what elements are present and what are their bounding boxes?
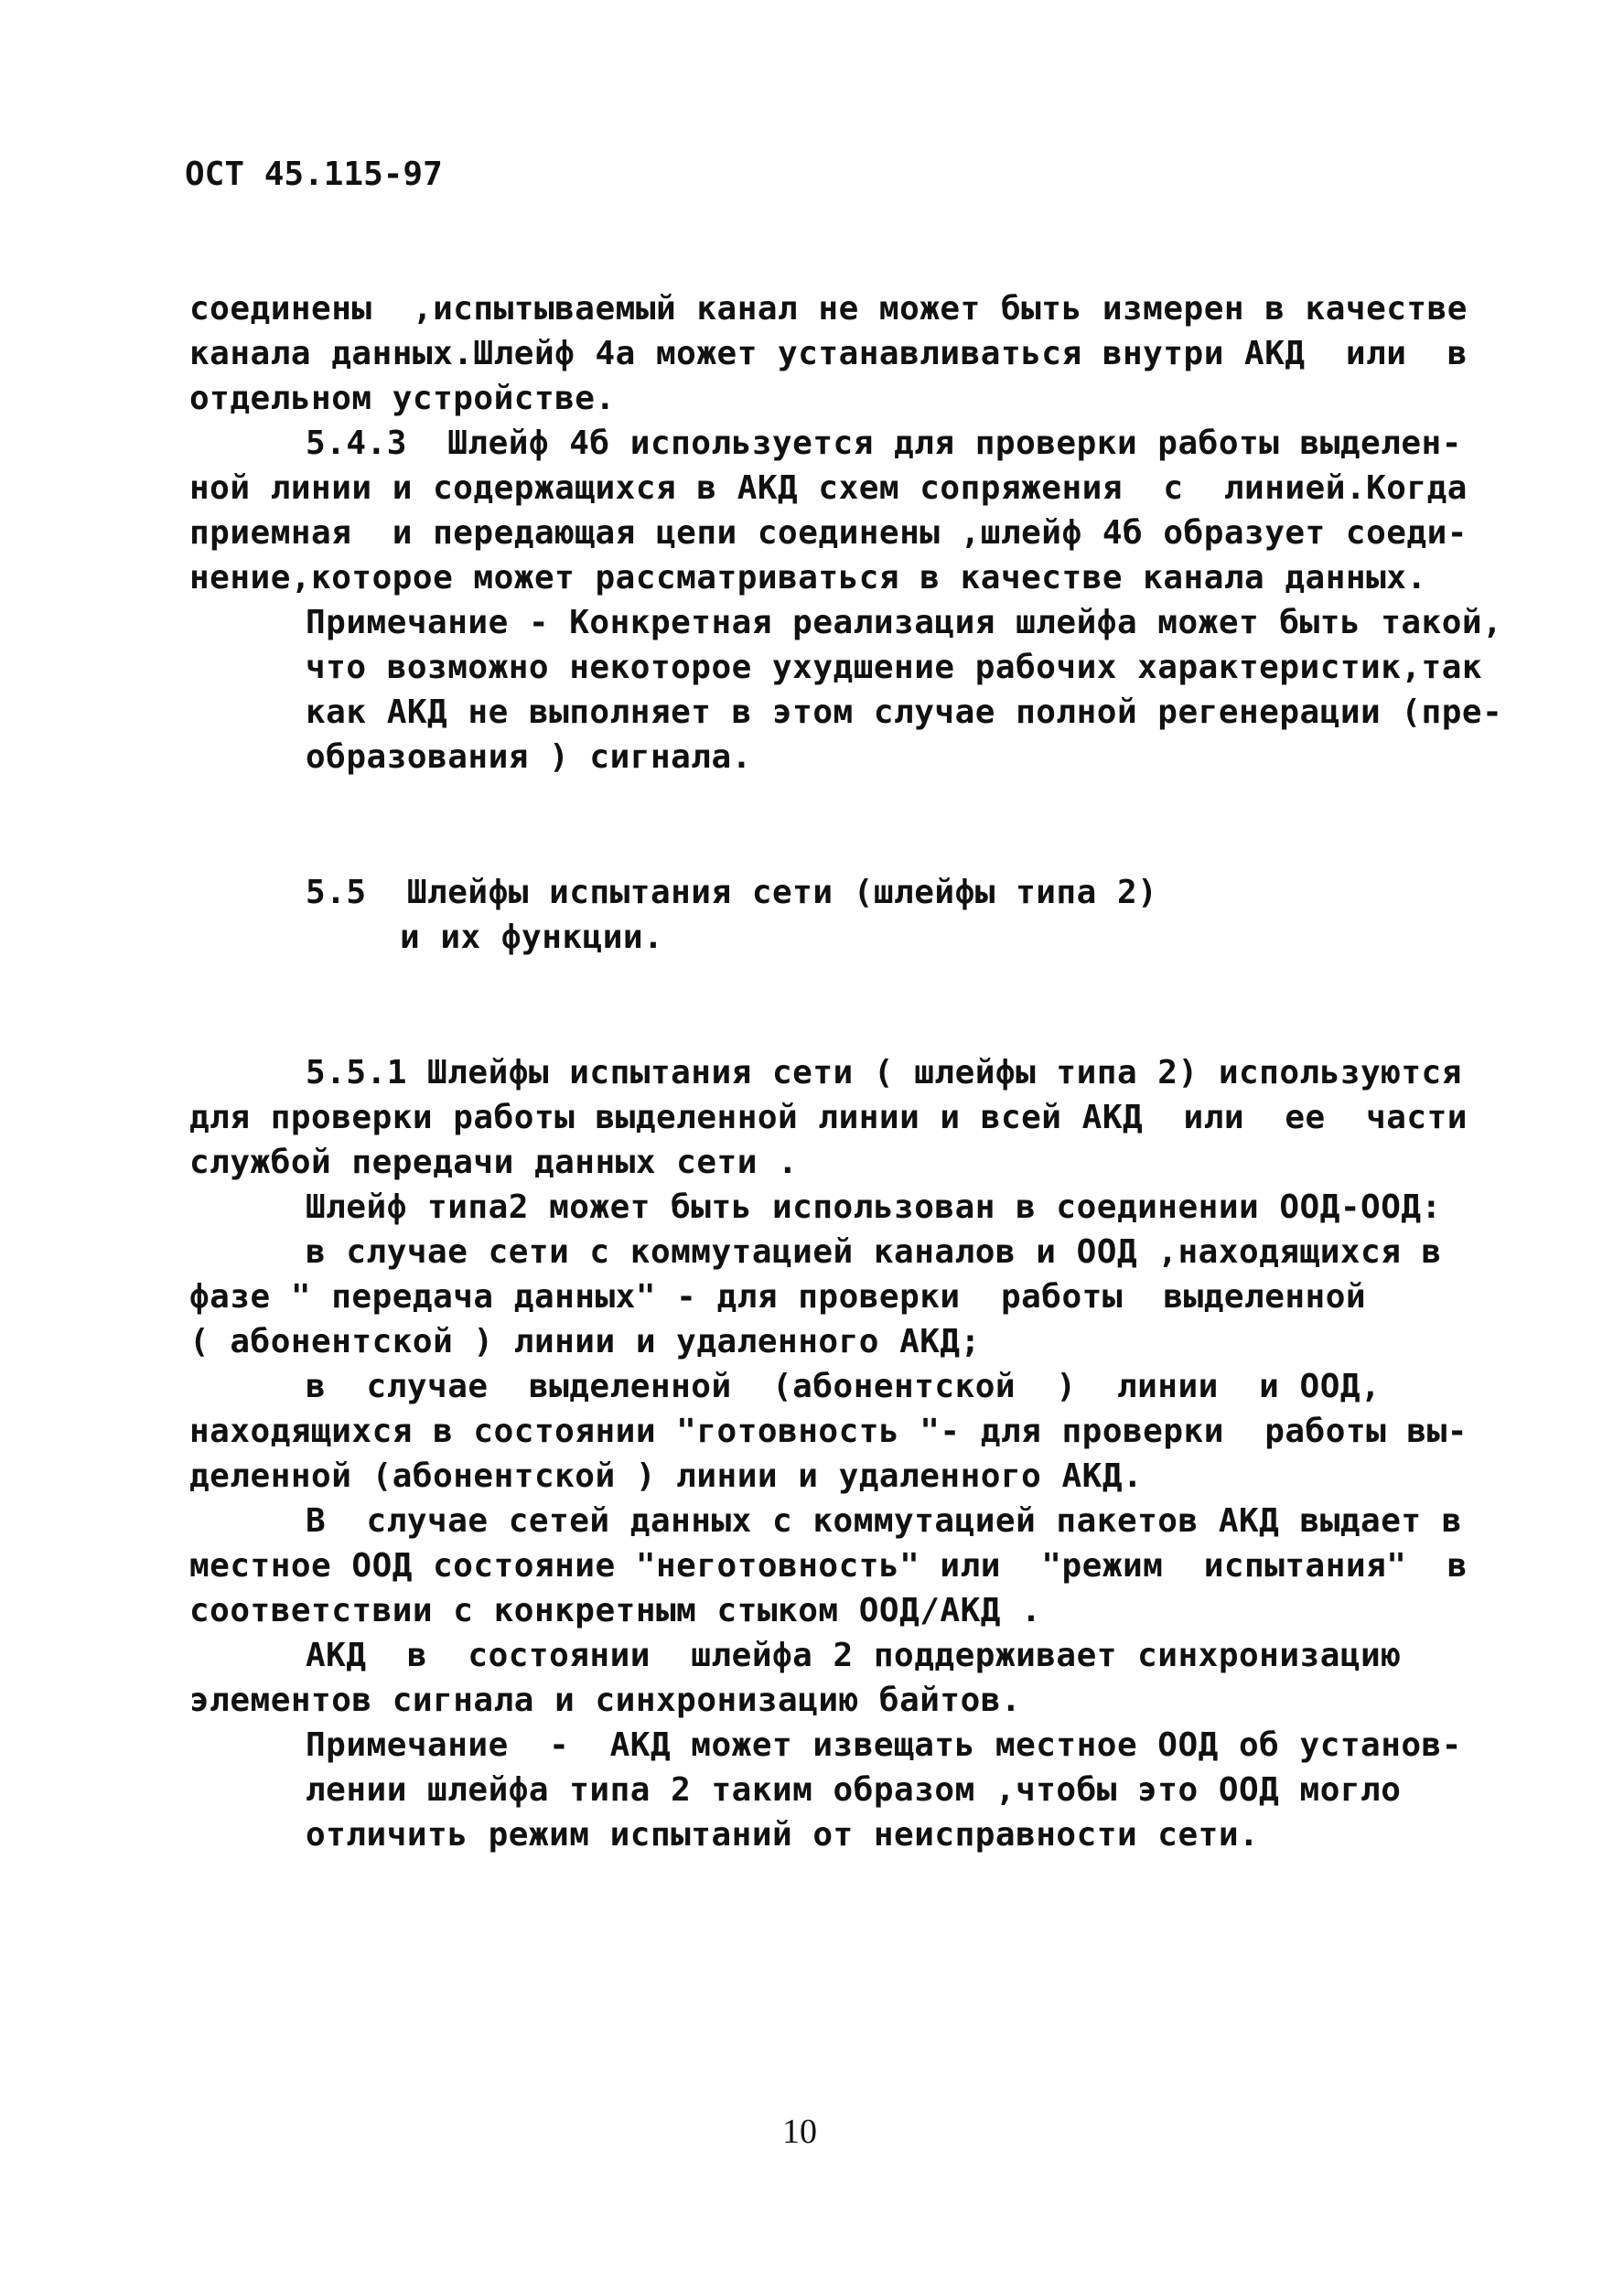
text-line: что возможно некоторое ухудшение рабочих характеристик,так bbox=[306, 649, 1483, 686]
text-line: соответствии с конкретным стыком ООД/АКД . bbox=[189, 1592, 1042, 1629]
text-line: службой передачи данных сети . bbox=[189, 1144, 799, 1181]
text-line: Примечание - Конкретная реализация шлейфа может быть такой, bbox=[306, 604, 1503, 641]
text-line: нение,которое может рассматриваться в качестве канала данных. bbox=[189, 559, 1427, 597]
text-line: в случае выделенной (абонентской ) линии и ООД, bbox=[306, 1368, 1382, 1405]
page-number: 10 bbox=[782, 2112, 817, 2151]
text-line: образования ) сигнала. bbox=[306, 738, 752, 776]
text-line: 5.5.1 Шлейфы испытания сети ( шлейфы типа 2) используются bbox=[306, 1054, 1462, 1091]
text-line: находящихся в состоянии "готовность "- для проверки работы вы- bbox=[189, 1413, 1468, 1450]
text-line: деленной (абонентской ) линии и удаленного АКД. bbox=[189, 1457, 1144, 1495]
text-line: как АКД не выполняет в этом случае полной регенерации (пре- bbox=[306, 693, 1503, 731]
text-line: Примечание - АКД может извещать местное ООД об установ- bbox=[306, 1726, 1462, 1764]
text-line: ной линии и содержащихся в АКД схем сопряжения с линией.Когда bbox=[189, 469, 1468, 507]
text-line: местное ООД состояние "неготовность" или "режим испытания" в bbox=[189, 1547, 1468, 1585]
text-line: соединены ,испытываемый канал не может быть измерен в качестве bbox=[189, 290, 1468, 328]
text-line: в случае сети с коммутацией каналов и ООД ,находящихся в bbox=[306, 1233, 1442, 1271]
text-line: В случае сетей данных с коммутацией пакетов АКД выдает в bbox=[306, 1502, 1462, 1540]
text-line: 5.4.3 Шлейф 4б используется для проверки работы выделен- bbox=[306, 425, 1462, 462]
text-line: АКД в состоянии шлейфа 2 поддерживает синхронизацию bbox=[306, 1637, 1402, 1674]
text-line: лении шлейфа типа 2 таким образом ,чтобы это ООД могло bbox=[306, 1771, 1402, 1809]
text-line: приемная и передающая цепи соединены ,шлейф 4б образует соеди- bbox=[189, 514, 1468, 552]
text-line: отличить режим испытаний от неисправности сети. bbox=[306, 1816, 1260, 1854]
text-line: Шлейф типа2 может быть использован в соединении ООД-ООД: bbox=[306, 1188, 1442, 1226]
text-line: отдельном устройстве. bbox=[189, 380, 616, 417]
text-line: канала данных.Шлейф 4а может устанавливаться внутри АКД или в bbox=[189, 335, 1468, 372]
text-line: элементов сигнала и синхронизацию байтов. bbox=[189, 1682, 1022, 1719]
doc-code: ОСТ 45.115-97 bbox=[185, 156, 443, 193]
text-line: фазе " передача данных" - для проверки работы выделенной bbox=[189, 1278, 1367, 1316]
section-heading: 5.5 Шлейфы испытания сети (шлейфы типа 2) bbox=[306, 874, 1158, 911]
text-line: для проверки работы выделенной линии и всей АКД или ее части bbox=[189, 1099, 1468, 1136]
text-line: ( абонентской ) линии и удаленного АКД; bbox=[189, 1323, 981, 1360]
section-heading: и их функции. bbox=[400, 919, 664, 956]
